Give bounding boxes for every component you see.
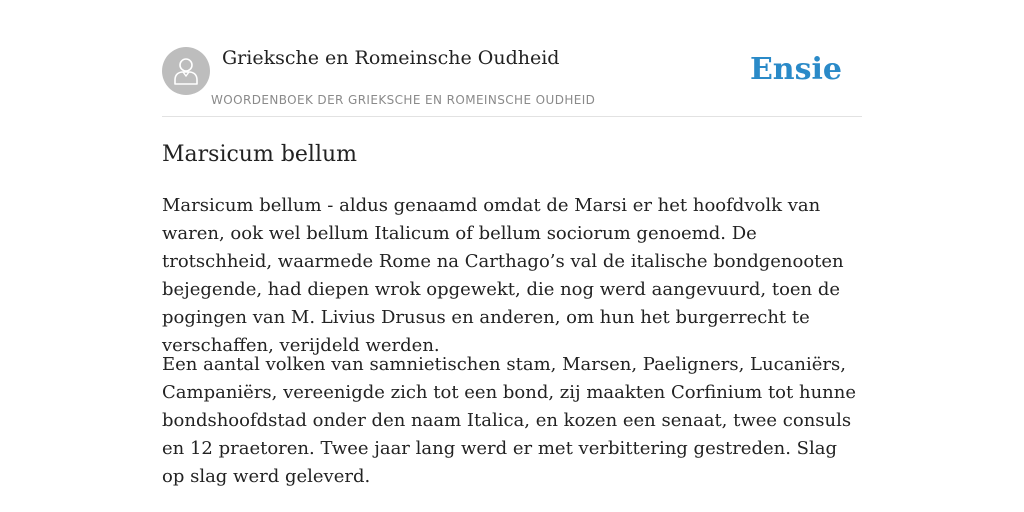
entry-paragraph: Een aantal volken van samnietischen stam, Marsen, Paeligners, Lucaniërs, Campaniërs, vereenigde zich tot een bond, zij maakten Corfinium tot hunne bondshoofdstad onder den naam Italica, en kozen een senaat, twee consuls en 12 praetoren. Twee jaar lang werd er met verbittering gestreden. Slag op slag werd geleverd. xyxy=(162,354,856,487)
source-title[interactable]: Grieksche en Romeinsche Oudheid xyxy=(222,47,560,69)
entry-title: Marsicum bellum xyxy=(162,142,358,167)
source-header xyxy=(162,46,862,117)
source-avatar[interactable] xyxy=(162,47,210,95)
user-silhouette-icon xyxy=(172,56,200,86)
brand-logo[interactable]: Ensie xyxy=(749,52,842,87)
entry-paragraph: Marsicum bellum - aldus genaamd omdat de Marsi er het hoofdvolk van waren, ook wel bellum Italicum of bellum sociorum genoemd. De trotschheid, waarmede Rome na Carthago’s val de italische bondgenooten bejegende, had diepen wrok opgewekt, die nog werd aangevuurd, toen de pogingen van M. Livius Drusus en anderen, om hun het burgerrecht te verschaffen, verijdeld werden. xyxy=(162,195,844,356)
source-subtitle: WOORDENBOEK DER GRIEKSCHE EN ROMEINSCHE OUDHEID xyxy=(211,93,596,107)
